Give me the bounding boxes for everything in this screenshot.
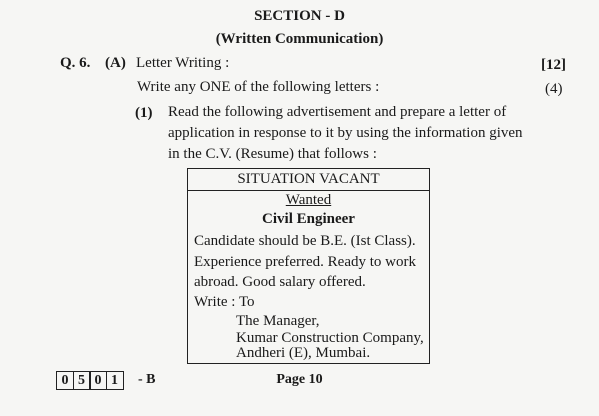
ad-address-line: Kumar Construction Company, <box>236 330 424 346</box>
code-digit: 5 <box>73 371 91 390</box>
ad-line: abroad. Good salary offered. <box>194 274 366 290</box>
ad-role: Civil Engineer <box>262 211 355 227</box>
code-digit: 1 <box>106 371 124 390</box>
ad-line: Experience preferred. Ready to work <box>194 254 416 270</box>
subquestion-number: (1) <box>135 105 153 121</box>
subquestion-line: application in response to it by using the information given <box>168 125 523 141</box>
section-title: SECTION - D <box>254 8 345 24</box>
paper-code-suffix: - B <box>138 372 156 387</box>
question-title: Letter Writing : <box>136 55 230 71</box>
code-digit: 0 <box>56 371 74 390</box>
section-subtitle: (Written Communication) <box>215 31 384 47</box>
ad-line: Candidate should be B.E. (Ist Class). <box>194 233 416 249</box>
code-digit: 0 <box>89 371 107 390</box>
question-instruction: Write any ONE of the following letters : <box>137 79 380 95</box>
ad-line: Write : To <box>194 294 255 310</box>
instruction-marks: (4) <box>545 81 563 97</box>
subquestion-line: in the C.V. (Resume) that follows : <box>168 146 377 162</box>
page-number: Page 10 <box>276 372 323 387</box>
question-number: Q. 6. <box>60 55 91 71</box>
ad-address-line: The Manager, <box>236 313 320 329</box>
ad-header: SITUATION VACANT <box>188 169 429 191</box>
advertisement-box <box>187 168 430 364</box>
ad-wanted: Wanted <box>285 192 332 208</box>
question-marks: [12] <box>541 57 566 73</box>
question-part: (A) <box>105 55 126 71</box>
ad-address-line: Andheri (E), Mumbai. <box>236 345 371 361</box>
subquestion-line: Read the following advertisement and prepare a letter of <box>168 104 507 120</box>
